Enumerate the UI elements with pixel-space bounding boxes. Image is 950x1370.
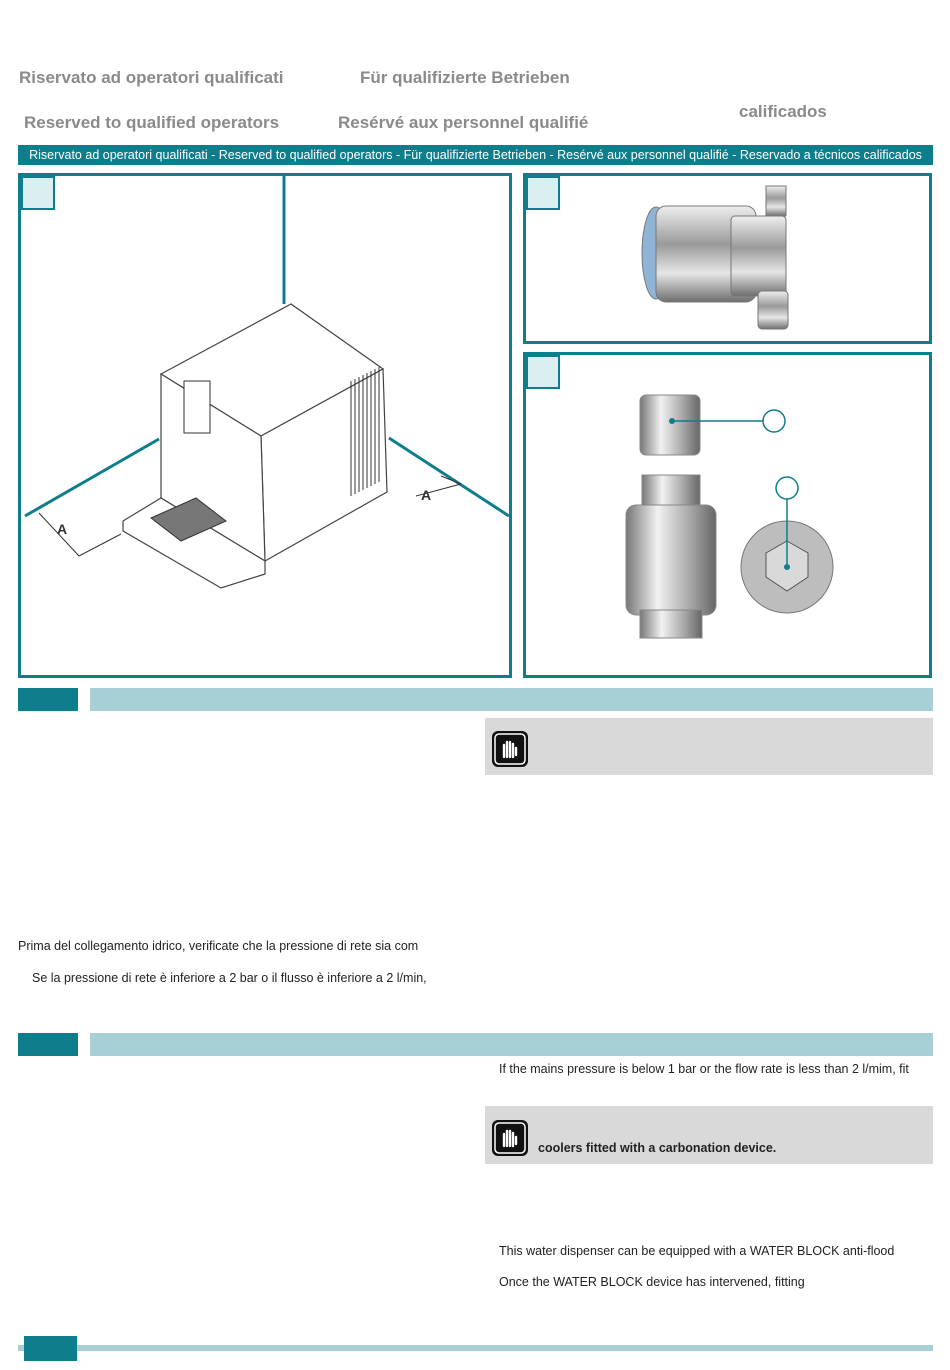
header-de: Für qualifizierte Betrieben xyxy=(360,68,570,87)
header-en: Reserved to qualified operators xyxy=(24,113,280,132)
figure-panel-dispenser xyxy=(18,173,512,678)
section-tab-2 xyxy=(18,1033,78,1056)
text-en-water-block-intervened: Once the WATER BLOCK device has intervened, fitting xyxy=(499,1275,805,1289)
warning-note-1 xyxy=(485,718,933,775)
section-tab-1 xyxy=(18,688,78,711)
section-bar-1 xyxy=(90,688,933,711)
footer-page-tab xyxy=(24,1336,77,1361)
note-text-carbonation: coolers fitted with a carbonation device. xyxy=(538,1141,777,1155)
dispenser-illustration xyxy=(21,176,509,675)
hand-warning-icon xyxy=(492,731,528,767)
text-en-water-block: This water dispenser can be equipped with a WATER BLOCK anti-flood xyxy=(499,1244,895,1258)
figure-panel-filter xyxy=(523,352,932,678)
footer-line xyxy=(18,1345,933,1351)
header-es-tail: calificados xyxy=(739,102,827,121)
callout-circle-1 xyxy=(763,410,785,432)
dimension-label-right: A xyxy=(421,487,432,503)
text-it-pressure-low: Se la pressione di rete è inferiore a 2 bar o il flusso è inferiore a 2 l/min, xyxy=(32,971,427,985)
header-fr: Resérvé aux personnel qualifié xyxy=(338,113,589,132)
section-bar-2 xyxy=(90,1033,933,1056)
valve-illustration xyxy=(526,176,929,341)
warning-note-2 xyxy=(485,1106,933,1164)
figure-panel-valve xyxy=(523,173,932,344)
filter-illustration xyxy=(526,355,929,675)
hand-warning-icon xyxy=(492,1120,528,1156)
dimension-label-left: A xyxy=(57,521,68,537)
callout-circle-2 xyxy=(776,477,798,499)
qualified-operators-strip: Riservato ad operatori qualificati - Reserved to qualified operators - Für qualifizierte Betrieben - Resérvé aux personnel qualifié - Reservado a técnicos calificados xyxy=(18,145,933,165)
header-it: Riservato ad operatori qualificati xyxy=(19,68,284,87)
text-it-pressure-check: Prima del collegamento idrico, verificate che la pressione di rete sia com xyxy=(18,939,419,953)
text-en-pressure-low: If the mains pressure is below 1 bar or the flow rate is less than 2 l/mim, fit xyxy=(499,1062,909,1076)
